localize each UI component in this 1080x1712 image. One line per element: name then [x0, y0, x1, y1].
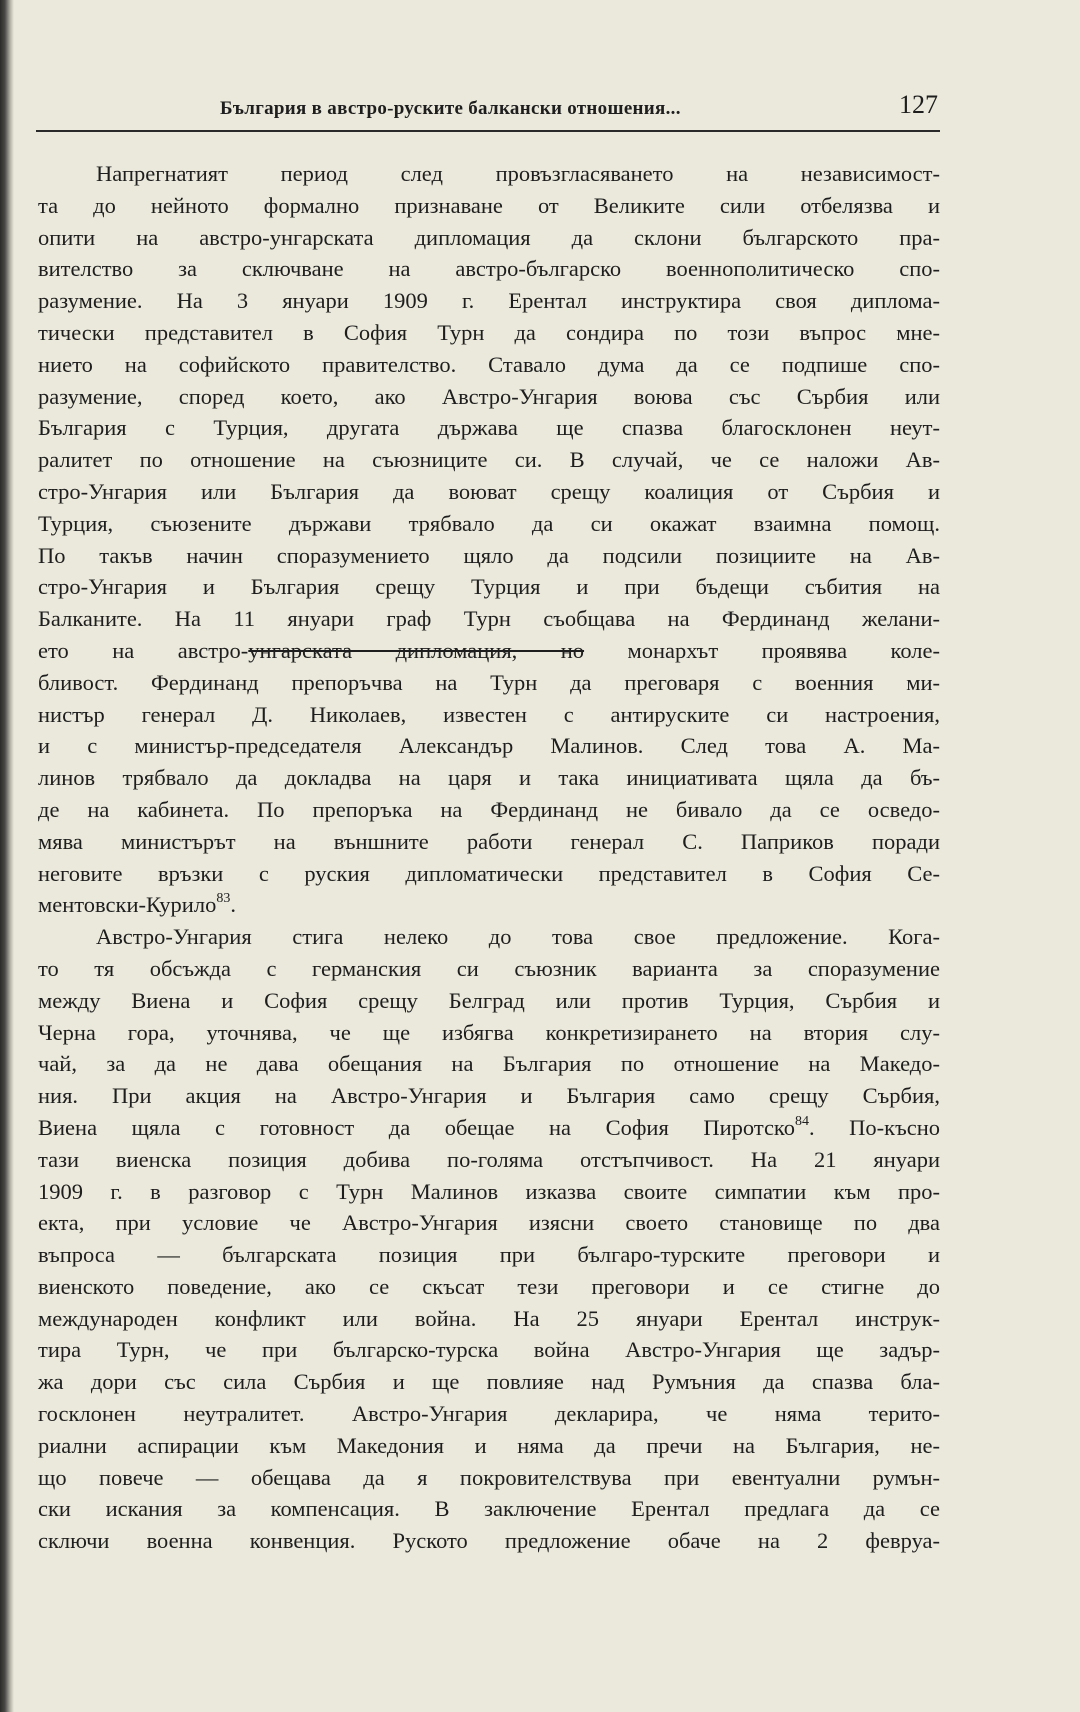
line-segment: ето на австро- [38, 637, 249, 663]
text-line: мява министърът на външните работи генерал С. Паприков поради [38, 828, 940, 854]
body-text [38, 158, 940, 1557]
text-line: въпроса — българската позиция при българо-турските преговори и [38, 1242, 940, 1268]
text-line: нистър генерал Д. Николаев, известен с антируските си настроения, [38, 701, 940, 727]
text-line: виенското поведение, ако се скъсат тези преговори и се стигне до [38, 1273, 940, 1299]
text-line: стро-Унгария или България да воюват срещу коалиция от Сърбия и [38, 478, 940, 504]
text-line: екта, при условие че Австро-Унгария изясни своето становище по два [38, 1210, 940, 1236]
line-segment: Виена щяла с готовност да обещае на София Пиротско [38, 1114, 795, 1140]
text-line: ски искания за компенсация. В заключение Ерентал предлага да се [38, 1496, 940, 1522]
text-line: опити на австро-унгарската дипломация да склони българското пра- [38, 224, 940, 250]
paragraph-1 [38, 158, 940, 921]
text-line: ния. При акция на Австро-Унгария и България само срещу Сърбия, [38, 1083, 940, 1109]
text-line: и с министър-председателя Александър Малинов. След това А. Ма- [38, 733, 940, 759]
text-line: де на кабинета. По препоръка на Фердинанд не бивало да се осведо- [38, 796, 940, 822]
text-line-with-footnote [38, 1112, 940, 1144]
line-segment: . [230, 892, 236, 918]
text-line: Напрегнатият период след провъзгласяването на независимост- [96, 161, 940, 186]
text-line: линов трябвало да докладва на царя и така инициативата щяла да бъ- [38, 765, 940, 791]
text-line: ралитет по отношение на съюзниците си. В случай, че се наложи Ав- [38, 447, 940, 473]
text-line: то тя обсъжда с германския си съюзник варианта за споразумение [38, 955, 940, 981]
book-spine-shadow [0, 0, 14, 1712]
text-line: Австро-Унгария стига нелеко до това свое предложение. Кога- [96, 924, 940, 950]
text-line: нието на софийското правителство. Ставало дума да се подпише спо- [38, 351, 940, 377]
text-line: чай, за да не дава обещания на България по отношение на Македо- [38, 1051, 940, 1077]
page-number: 127 [899, 90, 938, 119]
struck-through-text: унгарската дипломация, но [248, 637, 585, 663]
line-segment: . По-късно [808, 1114, 940, 1140]
text-line: 1909 г. в разговор с Турн Малинов изказва своите симпатии към про- [38, 1178, 940, 1204]
paragraph-2 [38, 921, 940, 1557]
text-line: сключи военна конвенция. Руското предложение обаче на 2 февруа- [38, 1528, 940, 1554]
running-header [36, 86, 940, 132]
text-line: та до нейното формално признаване от Великите сили отбелязва и [38, 192, 940, 218]
text-line: неговите връзки с руския дипломатически представител в София Се- [38, 860, 940, 886]
footnote-marker: 84 [794, 1113, 809, 1129]
text-line-last [38, 889, 940, 921]
running-title: България в австро-руските балкански отношения... [220, 98, 681, 119]
footnote-marker: 83 [216, 891, 231, 907]
text-line: що повече — обещава да я покровителствува при евентуални румън- [38, 1464, 940, 1490]
text-line: разумение, според което, ако Австро-Унгария воюва със Сърбия или [38, 383, 940, 409]
text-line: Черна гора, уточнява, че ще избягва конкретизирането на втория слу- [38, 1019, 940, 1045]
text-line: разумение. На 3 януари 1909 г. Ерентал инструктира своя диплома- [38, 288, 940, 314]
text-line: Турция, съюзените държави трябвало да си окажат взаимна помощ. [38, 510, 940, 536]
line-segment: монархът проявява коле- [584, 637, 940, 663]
text-line: госклонен неутралитет. Австро-Унгария декларира, че няма терито- [38, 1401, 940, 1427]
line-segment: ментовски-Курило [38, 892, 217, 918]
text-line: тически представител в София Турн да сондира по този въпрос мне- [38, 319, 940, 345]
text-line: Балканите. На 11 януари граф Турн съобщава на Фердинанд желани- [38, 606, 940, 632]
text-line: риални аспирации към Македония и няма да пречи на България, не- [38, 1432, 940, 1458]
text-line: жа дори със сила Сърбия и ще повлияе над Румъния да спазва бла- [38, 1369, 940, 1395]
text-line: стро-Унгария и България срещу Турция и при бъдещи събития на [38, 574, 940, 600]
text-line-with-strikethrough [38, 635, 940, 667]
text-line: По такъв начин споразумението щяло да подсили позициите на Ав- [38, 542, 940, 568]
text-line: между Виена и София срещу Белград или против Турция, Сърбия и [38, 987, 940, 1013]
text-line: международен конфликт или война. На 25 януари Ерентал инструк- [38, 1305, 940, 1331]
text-line: България с Турция, другата държава ще спазва благосклонен неут- [38, 415, 940, 441]
text-line: вителство за сключване на австро-българско военнополитическо спо- [38, 256, 940, 282]
text-line: тази виенска позиция добива по-голяма отстъпчивост. На 21 януари [38, 1146, 940, 1172]
text-line: тира Турн, че при българско-турска война Австро-Унгария ще задър- [38, 1337, 940, 1363]
text-line: бливост. Фердинанд препоръчва на Турн да преговаря с военния ми- [38, 669, 940, 695]
